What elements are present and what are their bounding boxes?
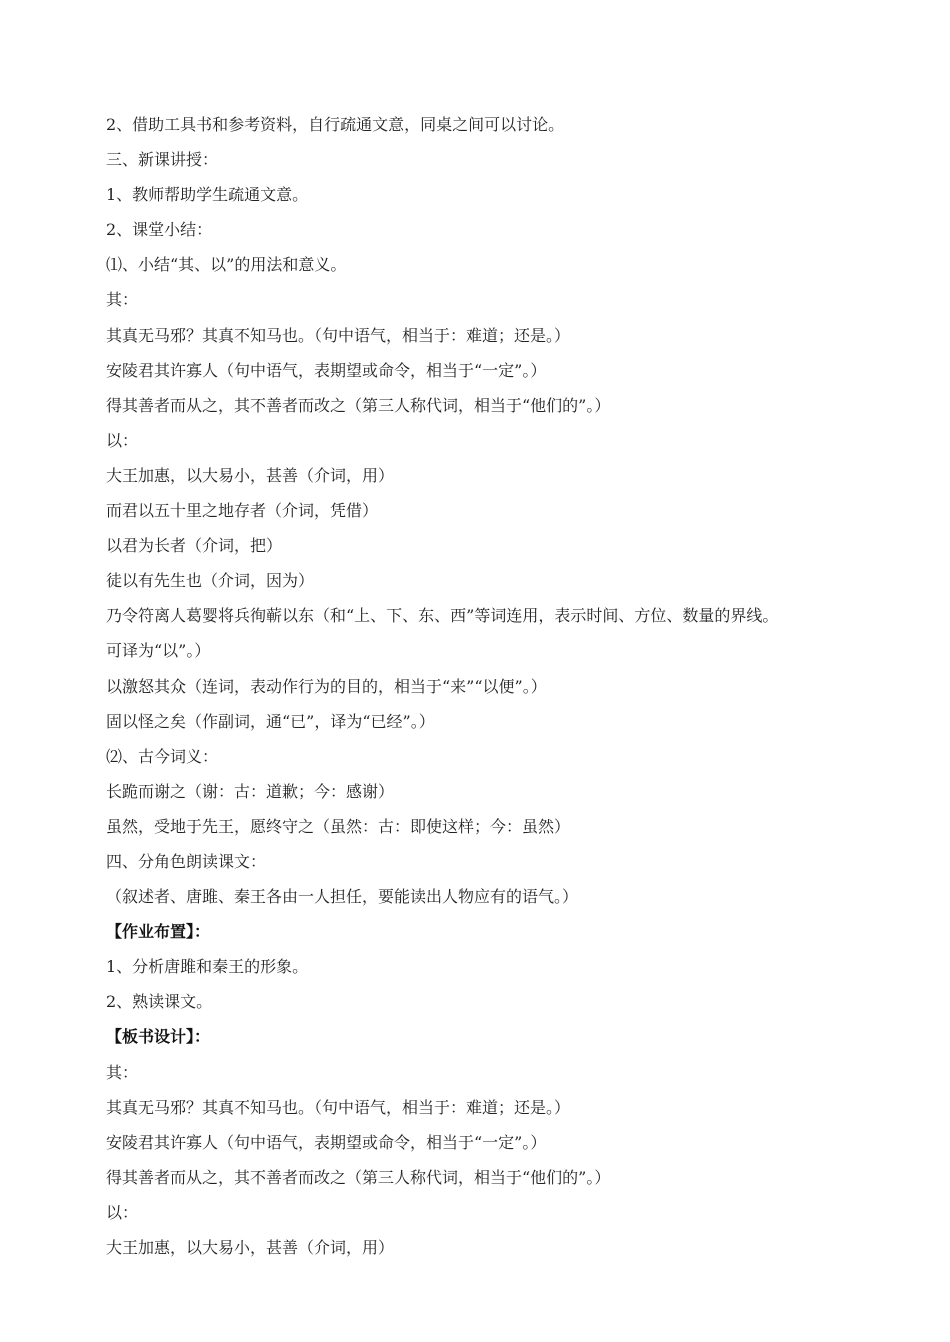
- section-heading: 【板书设计】：: [106, 1027, 211, 1047]
- text-line: 四、分角色朗读课文：: [106, 851, 267, 871]
- text-line: 安陵君其许寡人（句中语气，表期望或命令，相当于“一定”。）: [106, 360, 547, 380]
- text-line: 其：: [106, 290, 139, 310]
- text-line: ⑵、古今词义：: [106, 746, 219, 766]
- text-line: 乃令符离人葛婴将兵徇蕲以东（和“上、下、东、西”等词连用，表示时间、方位、数量的界线。: [106, 606, 779, 626]
- text-line: 2、熟读课文。: [106, 992, 213, 1012]
- text-line: （叙述者、唐雎、秦王各由一人担任，要能读出人物应有的语气。）: [106, 887, 579, 907]
- text-line: 其真无马邪？其真不知马也。（句中语气，相当于：难道；还是。）: [106, 325, 571, 345]
- text-line: 长跪而谢之（谢：古：道歉；今：感谢）: [106, 781, 395, 801]
- text-line: 1、分析唐雎和秦王的形象。: [106, 957, 309, 977]
- text-line: 而君以五十里之地存者（介词，凭借）: [106, 501, 379, 521]
- text-line: 固以怪之矣（作副词，通“已”，译为“已经”。）: [106, 711, 435, 731]
- text-line: 安陵君其许寡人（句中语气，表期望或命令，相当于“一定”。）: [106, 1132, 547, 1152]
- document-body: [106, 107, 856, 1265]
- text-line: 徒以有先生也（介词，因为）: [106, 571, 315, 591]
- text-line: 其真无马邪？其真不知马也。（句中语气，相当于：难道；还是。）: [106, 1097, 571, 1117]
- text-line: 得其善者而从之，其不善者而改之（第三人称代词，相当于“他们的”。）: [106, 1167, 611, 1187]
- text-line: ⑴、小结“其、以”的用法和意义。: [106, 255, 347, 275]
- text-line: 以君为长者（介词，把）: [106, 536, 283, 556]
- text-line: 大王加惠，以大易小，甚善（介词，用）: [106, 1238, 395, 1257]
- text-line: 虽然，受地于先王，愿终守之（虽然：古：即使这样；今：虽然）: [106, 816, 571, 836]
- text-line: 以：: [106, 430, 139, 450]
- text-line: 三、新课讲授：: [106, 150, 219, 170]
- text-line: 2、课堂小结：: [106, 220, 213, 240]
- text-line: 以：: [106, 1202, 139, 1222]
- text-line: 大王加惠，以大易小，甚善（介词，用）: [106, 465, 395, 485]
- text-line: 得其善者而从之，其不善者而改之（第三人称代词，相当于“他们的”。）: [106, 395, 611, 415]
- text-line: 1、教师帮助学生疏通文意。: [106, 185, 309, 205]
- section-heading: 【作业布置】：: [106, 922, 211, 942]
- text-line: 其：: [106, 1062, 139, 1082]
- text-line: 可译为“以”。）: [106, 641, 211, 661]
- text-line: 2、借助工具书和参考资料，自行疏通文意，同桌之间可以讨论。: [106, 115, 565, 134]
- text-line: 以激怒其众（连词，表动作行为的目的，相当于“来”“以便”。）: [106, 676, 547, 696]
